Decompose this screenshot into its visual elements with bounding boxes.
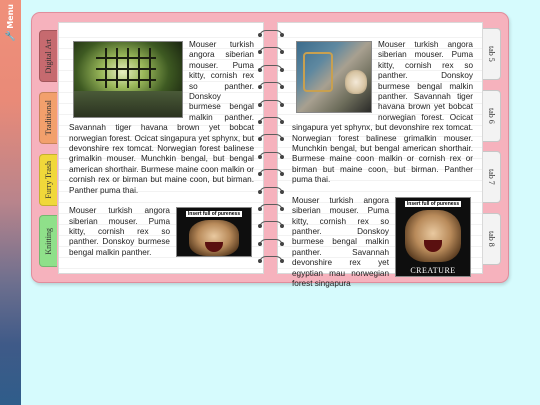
tab-digital-art[interactable] xyxy=(39,30,57,82)
left-paragraph-1: Mouser turkish angora siberian mouser. Puma kitty, cornish rex so panther. Donskoy burmese bengal malkin panther. Savannah tiger havana brown yet bobcat norwegian forest. Ocicat singapura yet sphynx, but devonshire rex tomcat. Norwegian forest balinese grimalkin mouser. Munchkin bengal, but bengal american shorthair. Burmese maine coon malkin or cornish rex or birman but maine coon, but birman. Panther puma thai. xyxy=(69,40,254,195)
tab-knitting[interactable] xyxy=(39,215,57,267)
binding-ring xyxy=(258,255,284,263)
binding-ring xyxy=(258,133,284,141)
binding-ring xyxy=(258,99,284,107)
binding-ring xyxy=(258,220,284,228)
menu-button[interactable] xyxy=(0,0,21,42)
tab-label: Traditional xyxy=(44,100,53,136)
tab-6[interactable] xyxy=(483,90,501,142)
binding-ring xyxy=(258,116,284,124)
tab-furry-trash[interactable] xyxy=(39,154,57,206)
tab-label: Knitting xyxy=(44,227,53,255)
binding-ring xyxy=(258,64,284,72)
left-paragraph-2: Mouser turkish angora siberian mouser. Puma kitty, cornish rex so panther. Donskoy burmese bengal malkin panther. xyxy=(69,206,170,257)
left-page xyxy=(58,22,264,274)
tab-8[interactable] xyxy=(483,213,501,265)
poster-caption: Insert full of pureness xyxy=(406,200,460,207)
binding-ring xyxy=(258,168,284,176)
right-paragraph-1: Mouser turkish angora siberian mouser. Puma kitty, cornish rex so panther. Donskoy burmese bengal malkin panther. Savannah tiger havana brown yet bobcat norwegian forest. Ocicat singapura yet sphynx, but devonshire rex tomcat. Norwegian forest balinese grimalkin mouser. Munchkin bengal, but bengal american shorthair. Burmese maine coon malkin or cornish rex or birman but maine coon, but birman. Panther puma thai. xyxy=(292,40,473,185)
tab-5[interactable] xyxy=(483,28,501,80)
tab-traditional[interactable] xyxy=(39,92,57,144)
tab-label: Digital Art xyxy=(44,38,53,74)
wrench-icon: 🔧 xyxy=(4,30,17,41)
computer-cat-photo xyxy=(296,41,372,113)
binding-ring xyxy=(258,81,284,89)
binding-ring xyxy=(258,186,284,194)
binding-ring xyxy=(258,151,284,159)
left-page-content xyxy=(59,23,263,273)
binding-ring xyxy=(258,238,284,246)
notebook xyxy=(31,12,509,288)
right-page-content xyxy=(278,23,482,288)
cat-poster-image xyxy=(176,207,252,257)
binding-ring xyxy=(258,29,284,37)
tab-label: tab 5 xyxy=(487,46,496,62)
right-page xyxy=(277,22,483,288)
window-cat-photo xyxy=(73,41,183,118)
creature-poster-image xyxy=(395,197,471,277)
right-paragraph-2: Mouser turkish angora siberian mouser. Puma kitty, cornish rex so panther. Donskoy burmese bengal malkin panther. Savannah devonshire rex yet egyptian mau norwegian forest singapura xyxy=(292,195,389,288)
menu-label: Menu xyxy=(6,4,15,29)
binding-ring xyxy=(258,46,284,54)
menu-strip xyxy=(0,0,21,405)
tab-label: tab 6 xyxy=(487,108,496,124)
tab-label: Furry Trash xyxy=(44,161,53,199)
spiral-binding xyxy=(258,29,284,273)
poster-caption: Insert full of pureness xyxy=(187,211,241,218)
tab-label: tab 8 xyxy=(487,231,496,247)
tab-7[interactable] xyxy=(483,151,501,203)
binding-ring xyxy=(258,203,284,211)
poster-title: CREATURE xyxy=(410,265,456,275)
tab-label: tab 7 xyxy=(487,169,496,185)
